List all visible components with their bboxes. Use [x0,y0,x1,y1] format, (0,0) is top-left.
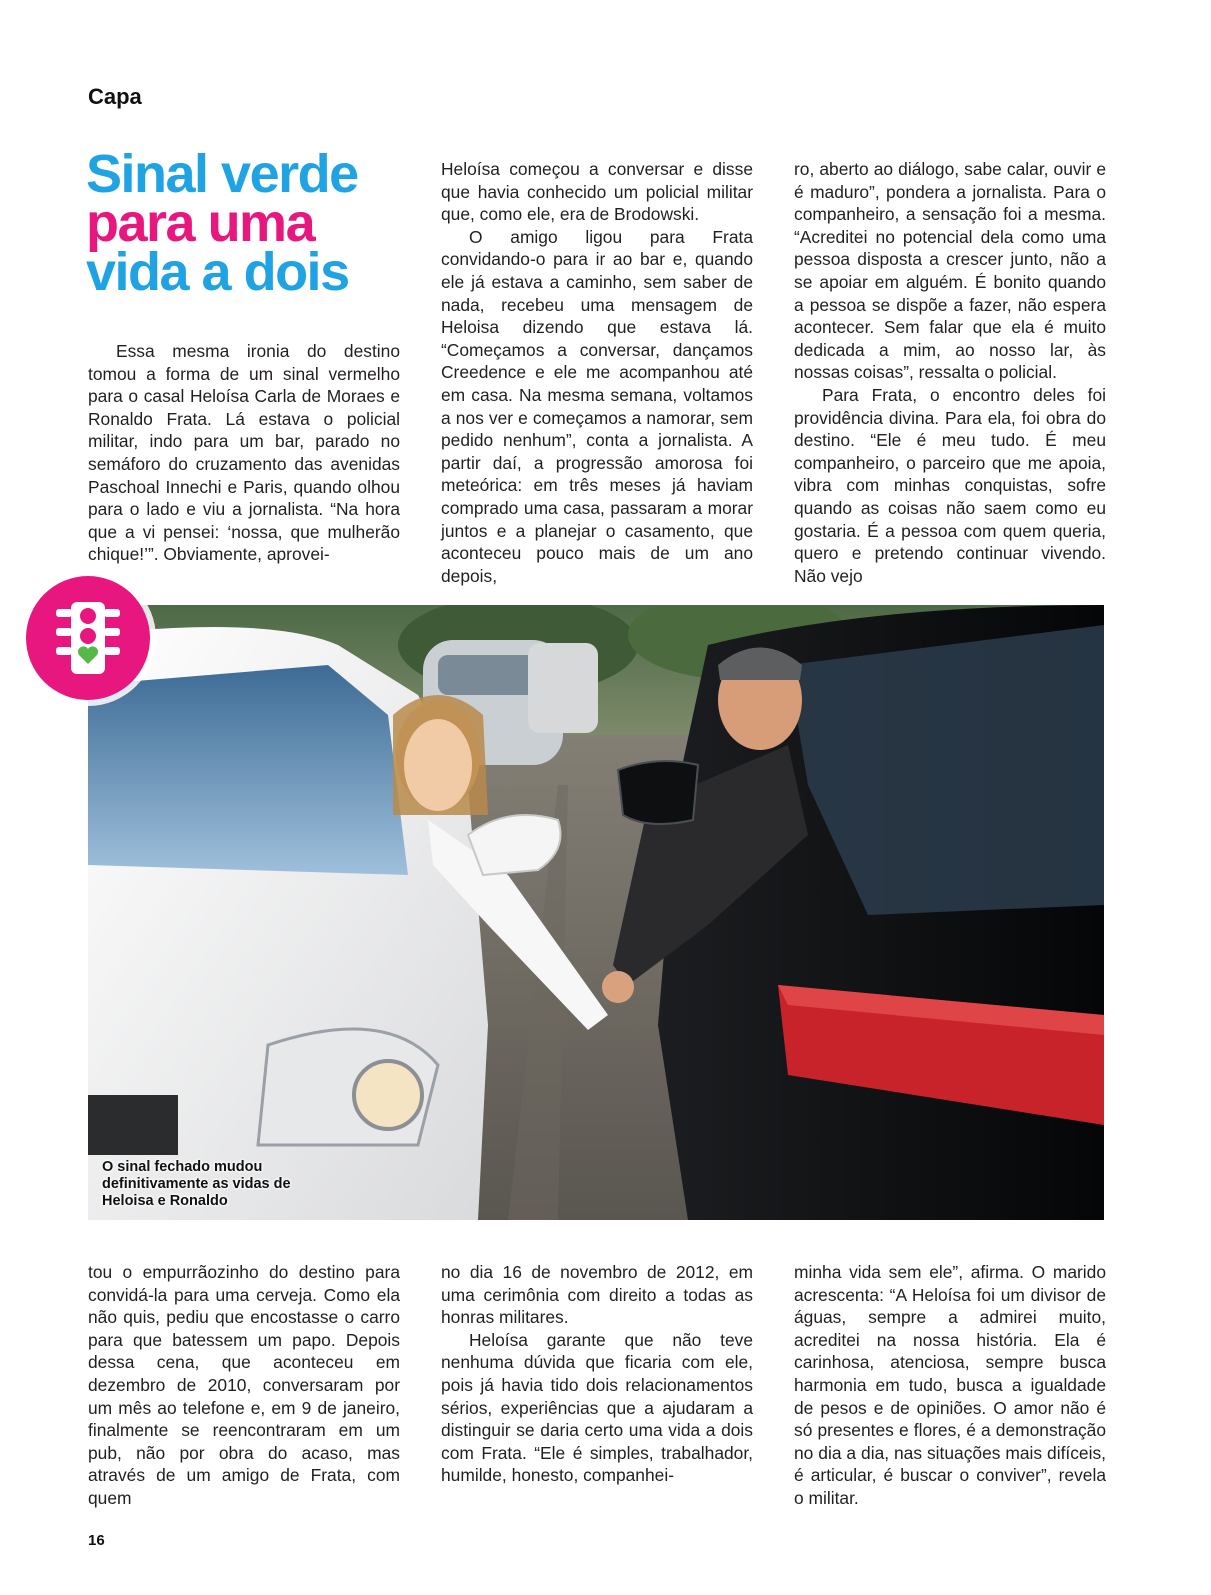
photo-caption: O sinal fechado mudou definitivamente as vidas de Heloisa e Ronaldo [102,1159,291,1209]
top-column-3 [794,158,1106,587]
traffic-light-badge [26,576,150,700]
paragraph: minha vida sem ele”, afirma. O marido acrescenta: “A Heloísa foi um divisor de águas, sempre a admirei muito, acreditei na nossa história. Ela é carinhosa, atenciosa, sempre busca harmonia em tudo, busca a igualdade de pesos e de opiniões. O amor não é só presentes e flores, é a demonstração no dia a dia, nas situações mais difíceis, é articular, é buscar o conviver”, revela o militar. [794,1262,1106,1508]
paragraph: Heloísa garante que não teve nenhuma dúvida que ficaria com ele, pois já havia tido dois relacionamentos sérios, experiências que a ajudaram a distinguir se daria certo uma vida a dois com Frata. “Ele é simples, trabalhador, humilde, honesto, companhei- [441,1329,753,1486]
headline-line-3: vida a dois [86,242,349,302]
headline [86,144,406,302]
section-label: Capa [88,84,142,109]
bottom-column-3 [794,1261,1106,1510]
headline-line-2: para uma [86,193,315,253]
paragraph: Heloísa começou a conversar e disse que havia conhecido um policial militar que, como ele, era de Brodowski. [441,159,753,225]
paragraph: O amigo ligou para Frata convidando-o para ir ao bar e, quando ele já estava a caminho, sem saber de nada, recebeu uma mensagem de Heloisa dizendo que estava lá. “Começamos a conversar, dançamos Creedence e ele me acompanhou até em casa. Na mesma semana, voltamos a nos ver e começamos a namorar, sem pedido nenhum”, conta a jornalista. A partir daí, a progressão amorosa foi meteórica: em três meses já haviam comprado uma casa, passaram a morar juntos e a planejar o casamento, que aconteceu pouco mais de um ano depois, [441,226,753,586]
paragraph: no dia 16 de novembro de 2012, em uma cerimônia com direito a todas as honras militares. [441,1262,753,1328]
traffic-light-heart-icon [26,576,150,700]
paragraph: ro, aberto ao diálogo, sabe calar, ouvir e é maduro”, pondera a jornalista. Para o companheiro, a sensação foi a mesma. “Acreditei no potencial dela como uma pessoa disposta a crescer junto, não a se apoiar em alguém. É bonito quando a pessoa se dispõe a fazer, não espera acontecer. Sem falar que ela é muito dedicada a mim, ao nosso lar, às nossas coisas”, ressalta o policial. [794,159,1106,383]
top-column-1 [88,340,400,566]
headline-line-1: Sinal verde [86,144,358,204]
couple-cars-photo [88,605,1104,1220]
paragraph: tou o empurrãozinho do destino para convidá-la para uma cerveja. Como ela não quis, pediu que encostasse o carro para que batessem um papo. Depois dessa cena, que aconteceu em dezembro de 2010, conversaram por um mês ao telefone e, em 9 de janeiro, finalmente se reencontraram em um pub, não por obra do acaso, mas através de um amigo de Frata, com quem [88,1262,400,1508]
bottom-column-1 [88,1261,400,1510]
paragraph: Essa mesma ironia do destino tomou a forma de um sinal vermelho para o casal Heloísa Carla de Moraes e Ronaldo Frata. Lá estava o policial militar, indo para um bar, parado no semáforo do cruzamento das avenidas Paschoal Innechi e Paris, quando olhou para o lado e viu a jornalista. “Na hora que a vi pensei: ‘nossa, que mulherão chique!’”. Obviamente, aprovei- [88,341,400,565]
bottom-column-2 [441,1261,753,1487]
paragraph: Para Frata, o encontro deles foi providência divina. Para ela, foi obra do destino. “Ele é meu tudo. É meu companheiro, o parceiro que me apoia, vibra com minhas conquistas, sofre quando as coisas não saem como eu gostaria. É a pessoa com quem queria, quero e pretendo continuar vivendo. Não vejo [794,384,1106,586]
page-number: 16 [88,1532,105,1549]
top-column-2 [441,158,753,587]
